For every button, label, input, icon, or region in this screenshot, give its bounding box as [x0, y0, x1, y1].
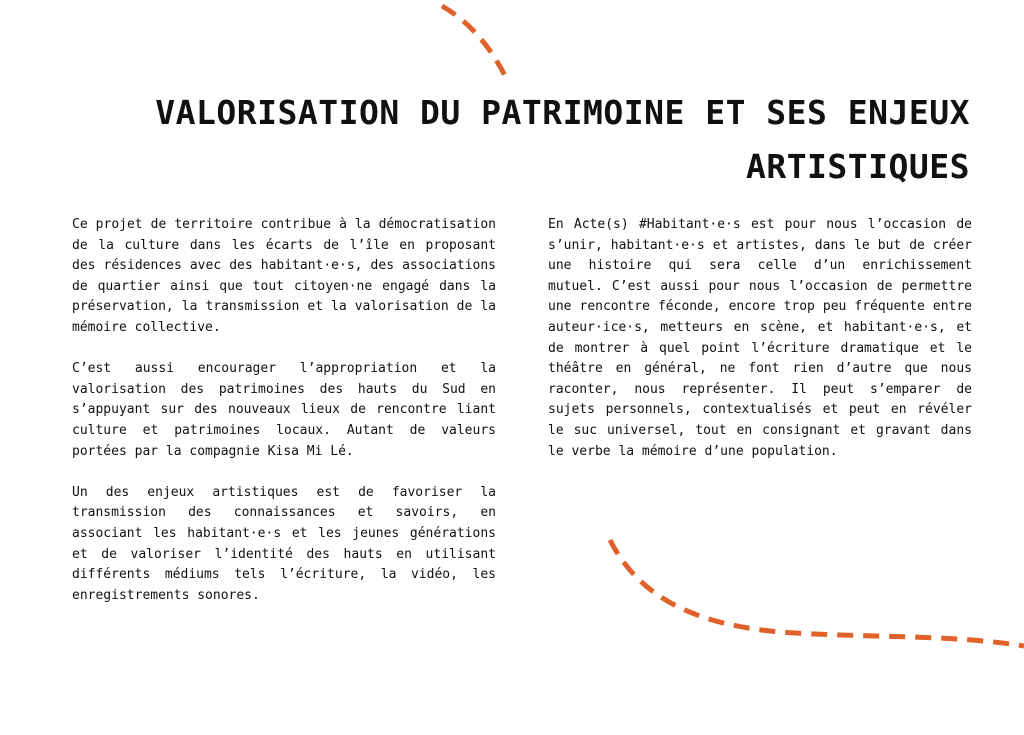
right-paragraph-1: En Acte(s) #Habitant·e·s est pour nous l’occasion de s’unir, habitant·e·s et artistes, dans le but de créer une histoire qui sera celle d’un enrichissement mutuel. C’est aussi pour nous l’occasion de permettre une rencontre féconde, encore trop peu fréquente entre auteur·ice·s, metteurs en scène, et habitant·e·s, et de montrer à quel point l’écriture dramatique et le théâtre en général, ne font rien d’autre que nous raconter, nous représenter. Il peut s’emparer de sujets personnels, contextualisés et peut en révéler le suc universel, tout en consignant et gravant dans le verbe la mémoire d’une population.	[548, 217, 972, 459]
left-paragraph-2: C’est aussi encourager l’appropriation et la valorisation des patrimoines des hauts du Sud en s’appuyant sur des nouveaux lieux de rencontre liant culture et patrimoines locaux. Autant de valeurs portées par la compagnie Kisa Mi Lé.	[72, 361, 496, 459]
bottom-dashed-curve	[610, 540, 1024, 646]
left-text-column	[72, 215, 496, 627]
top-dashed-curve	[442, 6, 508, 82]
page-title: VALORISATION DU PATRIMOINE ET SES ENJEUX ARTISTIQUES	[155, 93, 970, 186]
right-text-column	[548, 215, 972, 483]
left-paragraph-1: Ce projet de territoire contribue à la démocratisation de la culture dans les écarts de l’île en proposant des résidences avec des habitant·e·s, des associations de quartier ainsi que tout citoyen·ne engagé dans la préservation, la transmission et la valorisation de la mémoire collective.	[72, 217, 496, 335]
left-paragraph-3: Un des enjeux artistiques est de favoriser la transmission des connaissances et savoirs, en associant les habitant·e·s et les jeunes générations et de valoriser l’identité des hauts en utilisant différents médiums tels l’écriture, la vidéo, les enregistrements sonores.	[72, 484, 496, 603]
